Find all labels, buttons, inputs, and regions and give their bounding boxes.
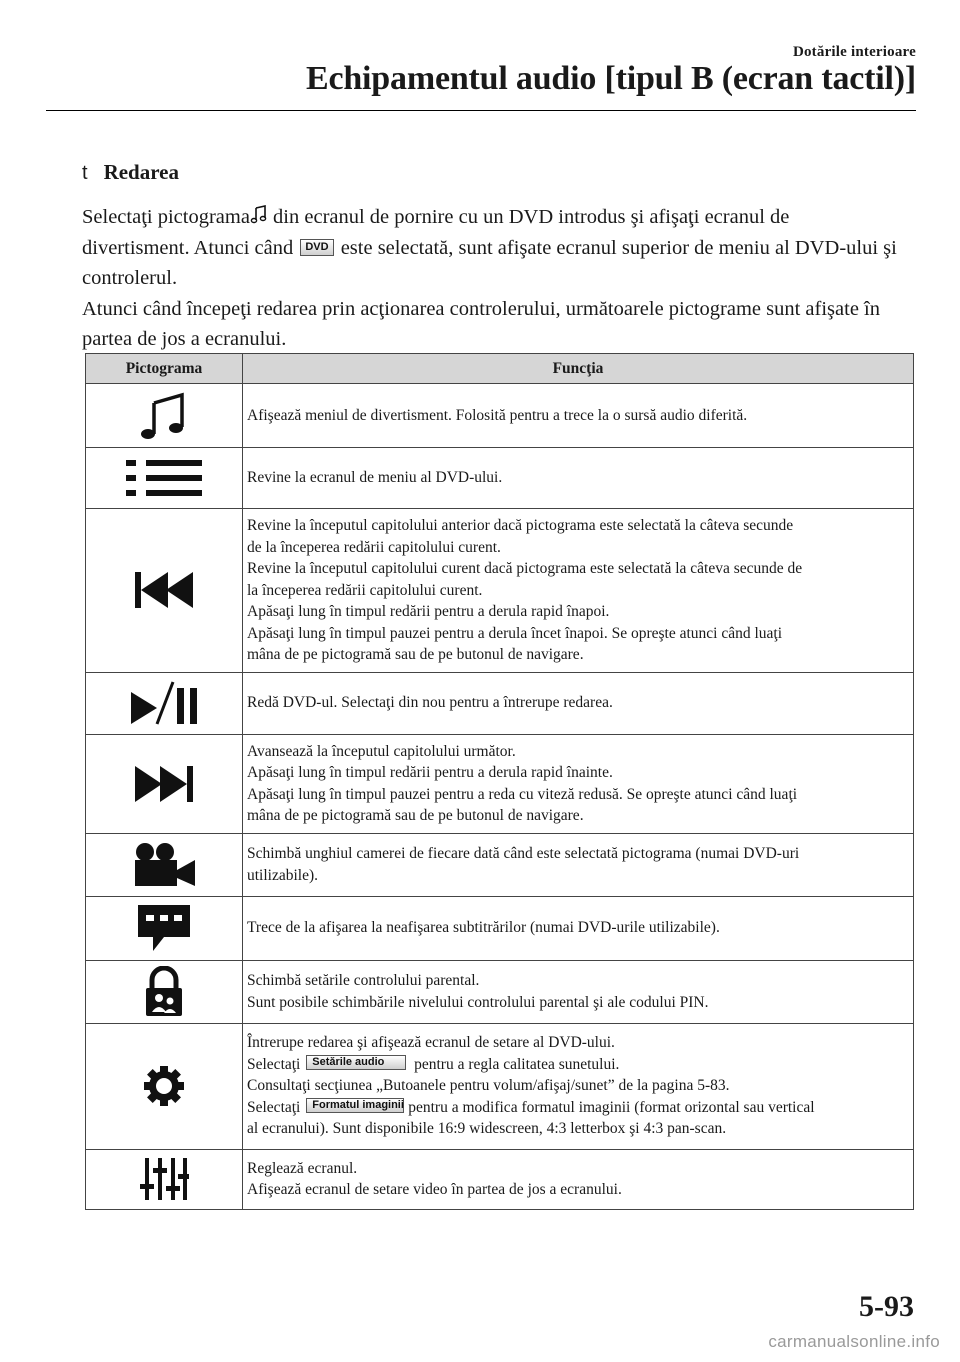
icon-cell [86, 896, 243, 960]
intro-p1-part-b: din ecranul de pornire cu un DVD introdus şi afişaţi ecranul de divertisment. Atunci când [82, 206, 790, 259]
function-cell [243, 672, 914, 734]
function-line [247, 1097, 909, 1119]
section-title: Redarea [103, 160, 179, 184]
audio-settings-button: Setările audio [306, 1055, 406, 1070]
function-line: Sunt posibile schimbările nivelului controlului parental şi ale codului PIN. [247, 993, 709, 1011]
function-line: mâna de pe pictogramă sau de pe butonul de navigare. [247, 646, 584, 663]
function-line: Revine la ecranul de meniu al DVD-ului. [247, 469, 503, 487]
settings-gear-icon [142, 1064, 186, 1108]
table-row [86, 833, 914, 896]
function-line: la începerea redării capitolului curent. [247, 581, 483, 599]
icon-cell [86, 734, 243, 833]
image-format-button: Formatul imaginii [306, 1098, 404, 1113]
icon-cell [86, 509, 243, 673]
icon-cell [86, 1023, 243, 1149]
function-line: Apăsaţi lung în timpul redării pentru a derula rapid înapoi. [247, 603, 610, 620]
function-cell [243, 448, 914, 509]
line-text: pentru a regla calitatea sunetului. [414, 1055, 620, 1073]
play-pause-icon [127, 680, 201, 726]
function-line: Schimbă setările controlului parental. [247, 972, 480, 989]
function-line: Consultaţi secţiunea „Butoanele pentru volum/afişaj/sunet” de la pagina 5-83. [247, 1077, 730, 1095]
music-note-icon [133, 391, 195, 441]
watermark: carmanualsonline.info [768, 1332, 940, 1351]
icon-function-table [85, 353, 914, 1210]
function-line: Întrerupe redarea şi afişează ecranul de setare al DVD-ului. [247, 1034, 615, 1052]
table-row [86, 384, 914, 448]
function-cell [243, 384, 914, 448]
function-cell [243, 734, 914, 833]
line-text: Selectaţi [247, 1098, 301, 1116]
function-line: Afişează ecranul de setare video în partea de jos a ecranului. [247, 1181, 622, 1198]
menu-list-icon [124, 458, 204, 498]
function-line: Apăsaţi lung în timpul redării pentru a derula rapid înainte. [247, 764, 613, 781]
parental-lock-icon [142, 966, 186, 1018]
function-line: de la începerea redării capitolului curent. [247, 538, 501, 556]
page-number: 5-93 [859, 1290, 914, 1323]
header-rule [46, 110, 916, 111]
skip-previous-icon [133, 570, 195, 610]
function-line: Schimbă unghiul camerei de fiecare dată când este selectată pictograma (numai DVD-uri [247, 845, 800, 862]
function-line: Avansează la începutul capitolului următor. [247, 742, 516, 760]
table-row [86, 1149, 914, 1209]
intro-p1-part-c: este selectată, sunt afişate ecranul superior de meniu al DVD-ului şi controlerul. [82, 236, 897, 289]
dvd-button: DVD [300, 239, 333, 256]
icon-cell [86, 833, 243, 896]
intro-p1-part-a: Selectaţi pictograma [82, 206, 250, 228]
equalizer-sliders-icon [139, 1156, 189, 1202]
music-note-inline-icon [250, 204, 268, 226]
column-header-function: Funcţia [243, 354, 914, 384]
icon-cell [86, 448, 243, 509]
table-row [86, 448, 914, 509]
icon-cell [86, 672, 243, 734]
function-line: Revine la începutul capitolului curent dacă pictograma este selectată la câteva secunde de [247, 560, 803, 577]
subtitle-icon [136, 903, 192, 953]
intro-paragraph-1 [82, 202, 902, 294]
icon-cell [86, 384, 243, 448]
function-line: Revine la începutul capitolului anterior dacă pictograma este selectată la câteva secunde [247, 517, 794, 534]
running-header-title: Echipamentul audio [tipul B (ecran tactil)] [305, 60, 916, 97]
skip-next-icon [133, 764, 195, 804]
intro-paragraph-2: Atunci când începeţi redarea prin acţionarea controlerului, următoarele pictograme sunt afişate în partea de jos a ecranului. [82, 297, 880, 350]
section-marker: t [82, 162, 88, 184]
function-line: Reglează ecranul. [247, 1159, 358, 1177]
section-heading [82, 160, 179, 185]
column-header-icon: Pictograma [86, 354, 243, 384]
icon-cell [86, 960, 243, 1023]
function-line: Apăsaţi lung în timpul pauzei pentru a reda cu viteză redusă. Se opreşte atunci când luaţi [247, 785, 798, 803]
table-row [86, 509, 914, 673]
icon-cell [86, 1149, 243, 1209]
function-line: Afişează meniul de divertisment. Folosită pentru a trece la o sursă audio diferită. [247, 406, 748, 424]
function-cell [243, 509, 914, 673]
function-cell [243, 833, 914, 896]
function-line: Trece de la afişarea la neafişarea subtitrărilor (numai DVD-urile utilizabile). [247, 919, 720, 937]
table-row [86, 1023, 914, 1149]
function-line: mâna de pe pictogramă sau de pe butonul de navigare. [247, 807, 584, 824]
table-row [86, 896, 914, 960]
table-row [86, 960, 914, 1023]
line-text: pentru a modifica formatul imaginii (format orizontal sau vertical [408, 1098, 815, 1116]
function-cell [243, 896, 914, 960]
function-cell [243, 1023, 914, 1149]
table-header-row [86, 354, 914, 384]
function-line: utilizabile). [247, 866, 319, 884]
camera-angle-icon [131, 842, 197, 888]
function-line: Apăsaţi lung în timpul pauzei pentru a derula încet înapoi. Se opreşte atunci când luaţi [247, 624, 783, 642]
function-cell [243, 960, 914, 1023]
running-header-section: Dotările interioare [792, 44, 916, 60]
intro-text [82, 202, 902, 355]
function-line [247, 1054, 909, 1076]
table-row [86, 734, 914, 833]
line-text: Selectaţi [247, 1055, 301, 1073]
table-row [86, 672, 914, 734]
function-line: al ecranului). Sunt disponibile 16:9 widescreen, 4:3 letterbox şi 4:3 pan-scan. [247, 1120, 727, 1138]
function-cell [243, 1149, 914, 1209]
function-line: Redă DVD-ul. Selectaţi din nou pentru a întrerupe redarea. [247, 694, 613, 712]
